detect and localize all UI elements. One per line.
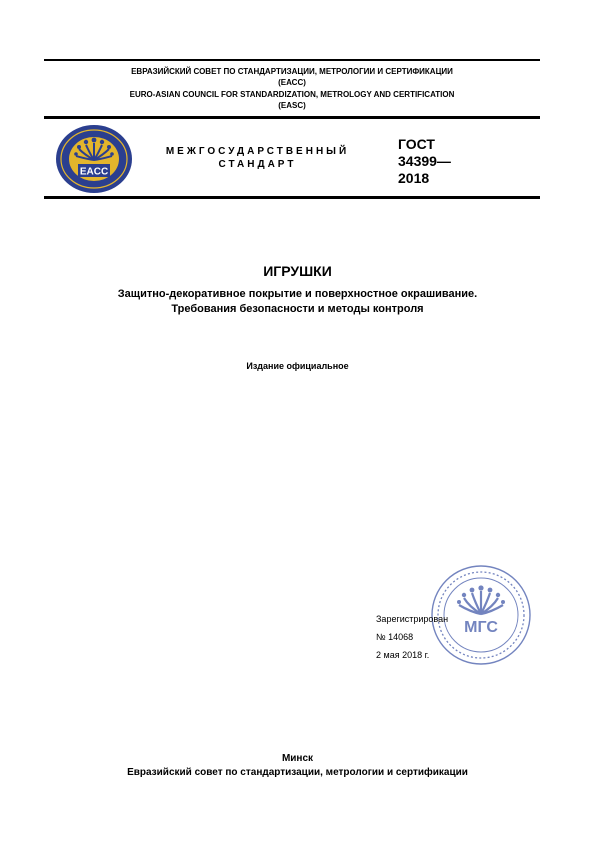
standard-type-line1: МЕЖГОСУДАРСТВЕННЫЙ	[165, 146, 350, 157]
document-subtitle-line1: Защитно-декоративное покрытие и поверхностное окрашивание.	[117, 288, 478, 300]
registration-line1: Зарегистрирован	[376, 614, 449, 624]
header-rule	[44, 116, 540, 119]
council-abbr-en: (EASC)	[278, 101, 306, 110]
registration-number: № 14068	[376, 632, 414, 642]
document-subtitle-line2: Требования безопасности и методы контроля	[171, 303, 424, 315]
footer-city: Минск	[281, 753, 314, 764]
council-name-en: EURO-ASIAN COUNCIL FOR STANDARDIZATION, METROLOGY AND CERTIFICATION	[129, 90, 455, 99]
eacc-logo	[55, 124, 133, 194]
council-abbr-ru: (ЕАСС)	[278, 78, 306, 87]
logo-text: EACC	[79, 166, 109, 178]
top-rule	[44, 59, 540, 61]
footer-publisher: Евразийский совет по стандартизации, метрологии и сертификации	[127, 767, 468, 778]
stamp-text: МГС	[464, 619, 498, 636]
gost-number: 34399—	[398, 153, 451, 169]
gost-year: 2018	[398, 170, 430, 186]
edition-label: Издание официальное	[246, 361, 349, 371]
council-name-ru: ЕВРАЗИЙСКИЙ СОВЕТ ПО СТАНДАРТИЗАЦИИ, МЕТРОЛОГИИ И СЕРТИФИКАЦИИ	[131, 67, 453, 76]
standard-type-line2: СТАНДАРТ	[218, 159, 297, 170]
registration-date: 2 мая 2018 г.	[376, 650, 430, 660]
standard-rule	[44, 196, 540, 199]
document-title: ИГРУШКИ	[263, 263, 332, 279]
gost-label: ГОСТ	[398, 136, 435, 152]
